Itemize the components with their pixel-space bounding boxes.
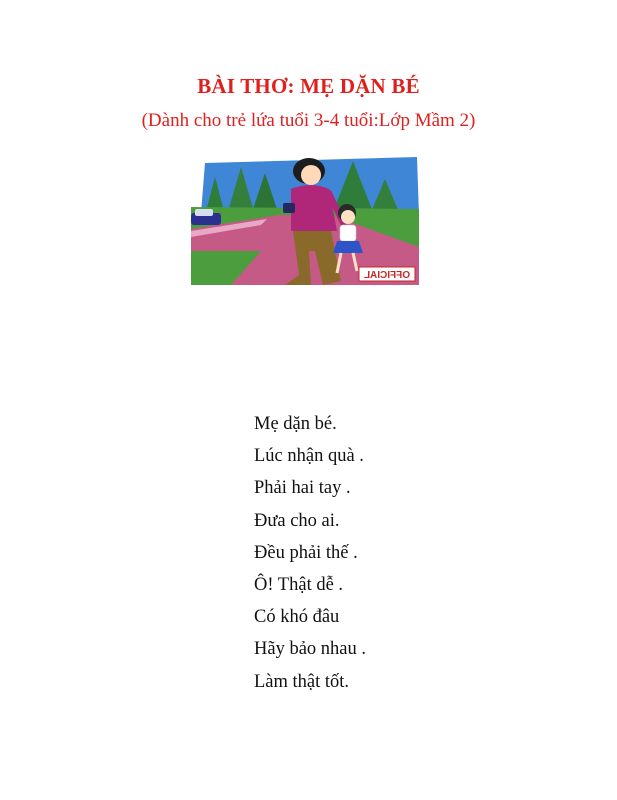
poem-line: Hãy bảo nhau .	[254, 639, 366, 660]
mother-and-child-illustration	[191, 155, 419, 285]
poem-line: Làm thật tốt.	[254, 671, 350, 692]
page-title: BÀI THƠ: MẸ DẶN BÉ	[197, 74, 420, 98]
poem-line: Đều phải thế .	[254, 542, 358, 563]
poem-line: Lúc nhận quà .	[254, 446, 364, 467]
poem-line: Mẹ dặn bé.	[254, 414, 337, 434]
watermark-text: OFFICIAL	[363, 270, 411, 281]
poem-line: Đưa cho ai.	[254, 510, 340, 531]
page-subtitle: (Dành cho trẻ lứa tuổi 3-4 tuổi:Lớp Mầm 2)	[141, 110, 476, 131]
poem-line: Có khó đâu	[254, 607, 340, 628]
poem-line: Phải hai tay .	[254, 478, 351, 499]
official-watermark	[359, 267, 415, 281]
poem-lines	[254, 408, 366, 698]
poem-line: Ô! Thật dễ .	[254, 574, 344, 595]
